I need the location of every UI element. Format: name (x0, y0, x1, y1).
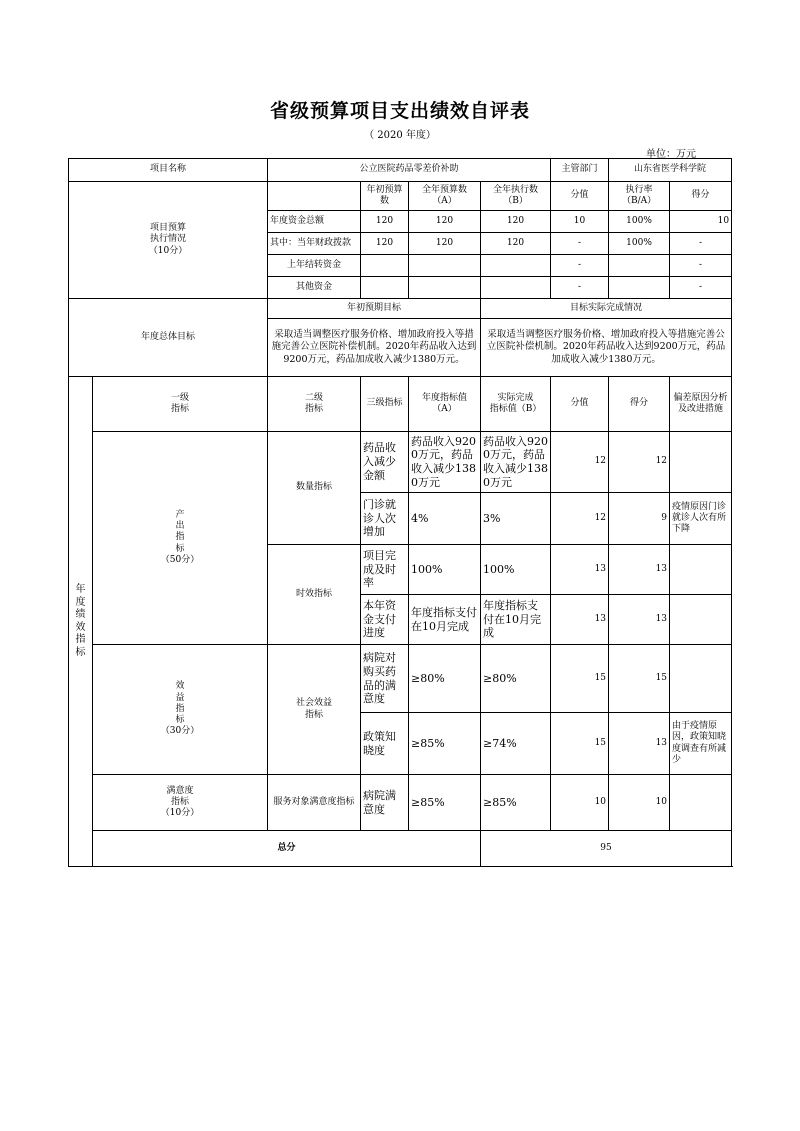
perf-header-row (69, 377, 732, 432)
budget-full-year: 120 (409, 211, 481, 233)
score-value: 13 (551, 545, 609, 595)
actual-value: 3% (481, 493, 551, 545)
actual-value: 100% (481, 545, 551, 595)
output-indicator-label: 产 出 指 标 （50分） (93, 432, 268, 645)
budget-full-year (409, 255, 481, 277)
col-score: 分值 (551, 182, 609, 211)
budget-full-year (409, 277, 481, 299)
budget-executed: 120 (481, 233, 551, 255)
level3-indicator: 病院对购买药品的满意度 (361, 645, 409, 713)
year-line: （ 2020 年度） (364, 130, 436, 141)
deviation-note: 疫情原因门诊就诊人次有所下降 (670, 493, 732, 545)
target-value: ≥85% (409, 775, 481, 831)
target-value: ≥80% (409, 645, 481, 713)
actual-goal-label: 目标实际完成情况 (481, 299, 732, 319)
budget-blank-cell (268, 182, 361, 211)
score-value: 13 (551, 595, 609, 645)
deviation-note: 由于疫情原因，政策知晓度调查有所减少 (670, 713, 732, 775)
budget-row-label: 上年结转资金 (268, 255, 361, 277)
project-name: 公立医院药品零差价补助 (268, 159, 551, 182)
points-value: 9 (609, 493, 670, 545)
level3-indicator: 门诊就诊人次增加 (361, 493, 409, 545)
score-value: 15 (551, 713, 609, 775)
col-actual: 实际完成 指标值（B） (481, 377, 551, 432)
actual-value: 药品收入9200万元，药品收入减少1380万元 (481, 432, 551, 493)
points-value: 13 (609, 595, 670, 645)
level3-indicator: 项目完成及时率 (361, 545, 409, 595)
deviation-note (670, 775, 732, 831)
budget-rate: 100% (609, 211, 670, 233)
actual-value: ≥85% (481, 775, 551, 831)
planned-goal-label: 年初预期目标 (268, 299, 481, 319)
planned-goal-text: 采取适当调整医疗服务价格、增加政府投入等措施完善公立医院补偿机制。2020年药品收入达到9200万元，药品加成收入减少1380万元。 (268, 319, 481, 377)
total-row (69, 831, 732, 867)
budget-header-row (69, 182, 732, 211)
deviation-note (670, 545, 732, 595)
actual-value: ≥74% (481, 713, 551, 775)
col-level1: 一级 指标 (93, 377, 268, 432)
budget-full-year: 120 (409, 233, 481, 255)
points-value: 10 (609, 775, 670, 831)
points-value: 13 (609, 713, 670, 775)
deviation-note (670, 595, 732, 645)
col-note: 偏差原因分析 及改进措施 (670, 377, 732, 432)
budget-executed: 120 (481, 211, 551, 233)
page-title: 省级预算项目支出绩效自评表 (269, 100, 530, 122)
score-value: 12 (551, 493, 609, 545)
budget-points: - (670, 277, 732, 299)
budget-points: - (670, 255, 732, 277)
perf-row (69, 645, 732, 713)
score-value: 10 (551, 775, 609, 831)
dept-name: 山东省医学科学院 (609, 159, 732, 182)
score-value: 12 (551, 432, 609, 493)
deviation-note (670, 432, 732, 493)
col-target: 年度指标值 （A） (409, 377, 481, 432)
timeliness-indicator-label: 时效指标 (268, 545, 361, 645)
budget-score: - (551, 277, 609, 299)
target-value: 药品收入9200万元，药品收入减少1380万元 (409, 432, 481, 493)
score-value: 15 (551, 645, 609, 713)
col-rate: 执行率 （B/A） (609, 182, 670, 211)
header-row (69, 159, 732, 182)
total-value: 95 (481, 831, 732, 867)
dept-label: 主管部门 (551, 159, 609, 182)
points-value: 12 (609, 432, 670, 493)
col-full-year-budget: 全年预算数 （A） (409, 182, 481, 211)
budget-score: - (551, 233, 609, 255)
level3-indicator: 本年资金支付进度 (361, 595, 409, 645)
deviation-note (670, 645, 732, 713)
budget-initial (361, 277, 409, 299)
budget-row-label: 其他资金 (268, 277, 361, 299)
points-value: 15 (609, 645, 670, 713)
service-satisfaction-label: 服务对象满意度指标 (268, 775, 361, 831)
goals-section-label: 年度总体目标 (69, 299, 268, 377)
budget-score: - (551, 255, 609, 277)
social-benefit-label: 社会效益 指标 (268, 645, 361, 775)
benefit-indicator-label: 效 益 指 标 （30分） (93, 645, 268, 775)
budget-row-label: 年度资金总额 (268, 211, 361, 233)
col-executed: 全年执行数 （B） (481, 182, 551, 211)
project-name-label: 项目名称 (69, 159, 268, 182)
actual-value: ≥80% (481, 645, 551, 713)
unit-label: 单位：万元 (646, 149, 696, 160)
actual-goal-text: 采取适当调整医疗服务价格、增加政府投入等措施完善公立医院补偿机制。2020年药品收入达到9200万元，药品加成收入减少1380万元。 (481, 319, 732, 377)
level3-indicator: 病院满意度 (361, 775, 409, 831)
budget-initial (361, 255, 409, 277)
budget-initial: 120 (361, 233, 409, 255)
target-value: 4% (409, 493, 481, 545)
satisfaction-indicator-label: 满意度 指标 （10分） (93, 775, 268, 831)
budget-section-label: 项目预算 执行情况 （10分） (69, 182, 268, 299)
col-points: 得分 (609, 377, 670, 432)
goals-header-row (69, 299, 732, 319)
budget-points: - (670, 233, 732, 255)
quantity-indicator-label: 数量指标 (268, 432, 361, 545)
col-level3: 三级指标 (361, 377, 409, 432)
performance-table (68, 158, 732, 867)
budget-rate (609, 255, 670, 277)
perf-section-label: 年 度 绩 效 指 标 (69, 377, 93, 867)
total-label: 总分 (93, 831, 481, 867)
perf-row (69, 432, 732, 493)
col-initial-budget: 年初预算数 (361, 182, 409, 211)
budget-points: 10 (670, 211, 732, 233)
budget-rate (609, 277, 670, 299)
target-value: ≥85% (409, 713, 481, 775)
target-value: 100% (409, 545, 481, 595)
target-value: 年度指标支付在10月完成 (409, 595, 481, 645)
budget-rate: 100% (609, 233, 670, 255)
level3-indicator: 政策知晓度 (361, 713, 409, 775)
budget-score: 10 (551, 211, 609, 233)
budget-executed (481, 255, 551, 277)
budget-row-label: 其中：当年财政拨款 (268, 233, 361, 255)
points-value: 13 (609, 545, 670, 595)
actual-value: 年度指标支付在10月完成 (481, 595, 551, 645)
budget-executed (481, 277, 551, 299)
level3-indicator: 药品收入减少金额 (361, 432, 409, 493)
col-score: 分值 (551, 377, 609, 432)
perf-row (69, 775, 732, 831)
col-points: 得分 (670, 182, 732, 211)
col-level2: 二级 指标 (268, 377, 361, 432)
budget-initial: 120 (361, 211, 409, 233)
